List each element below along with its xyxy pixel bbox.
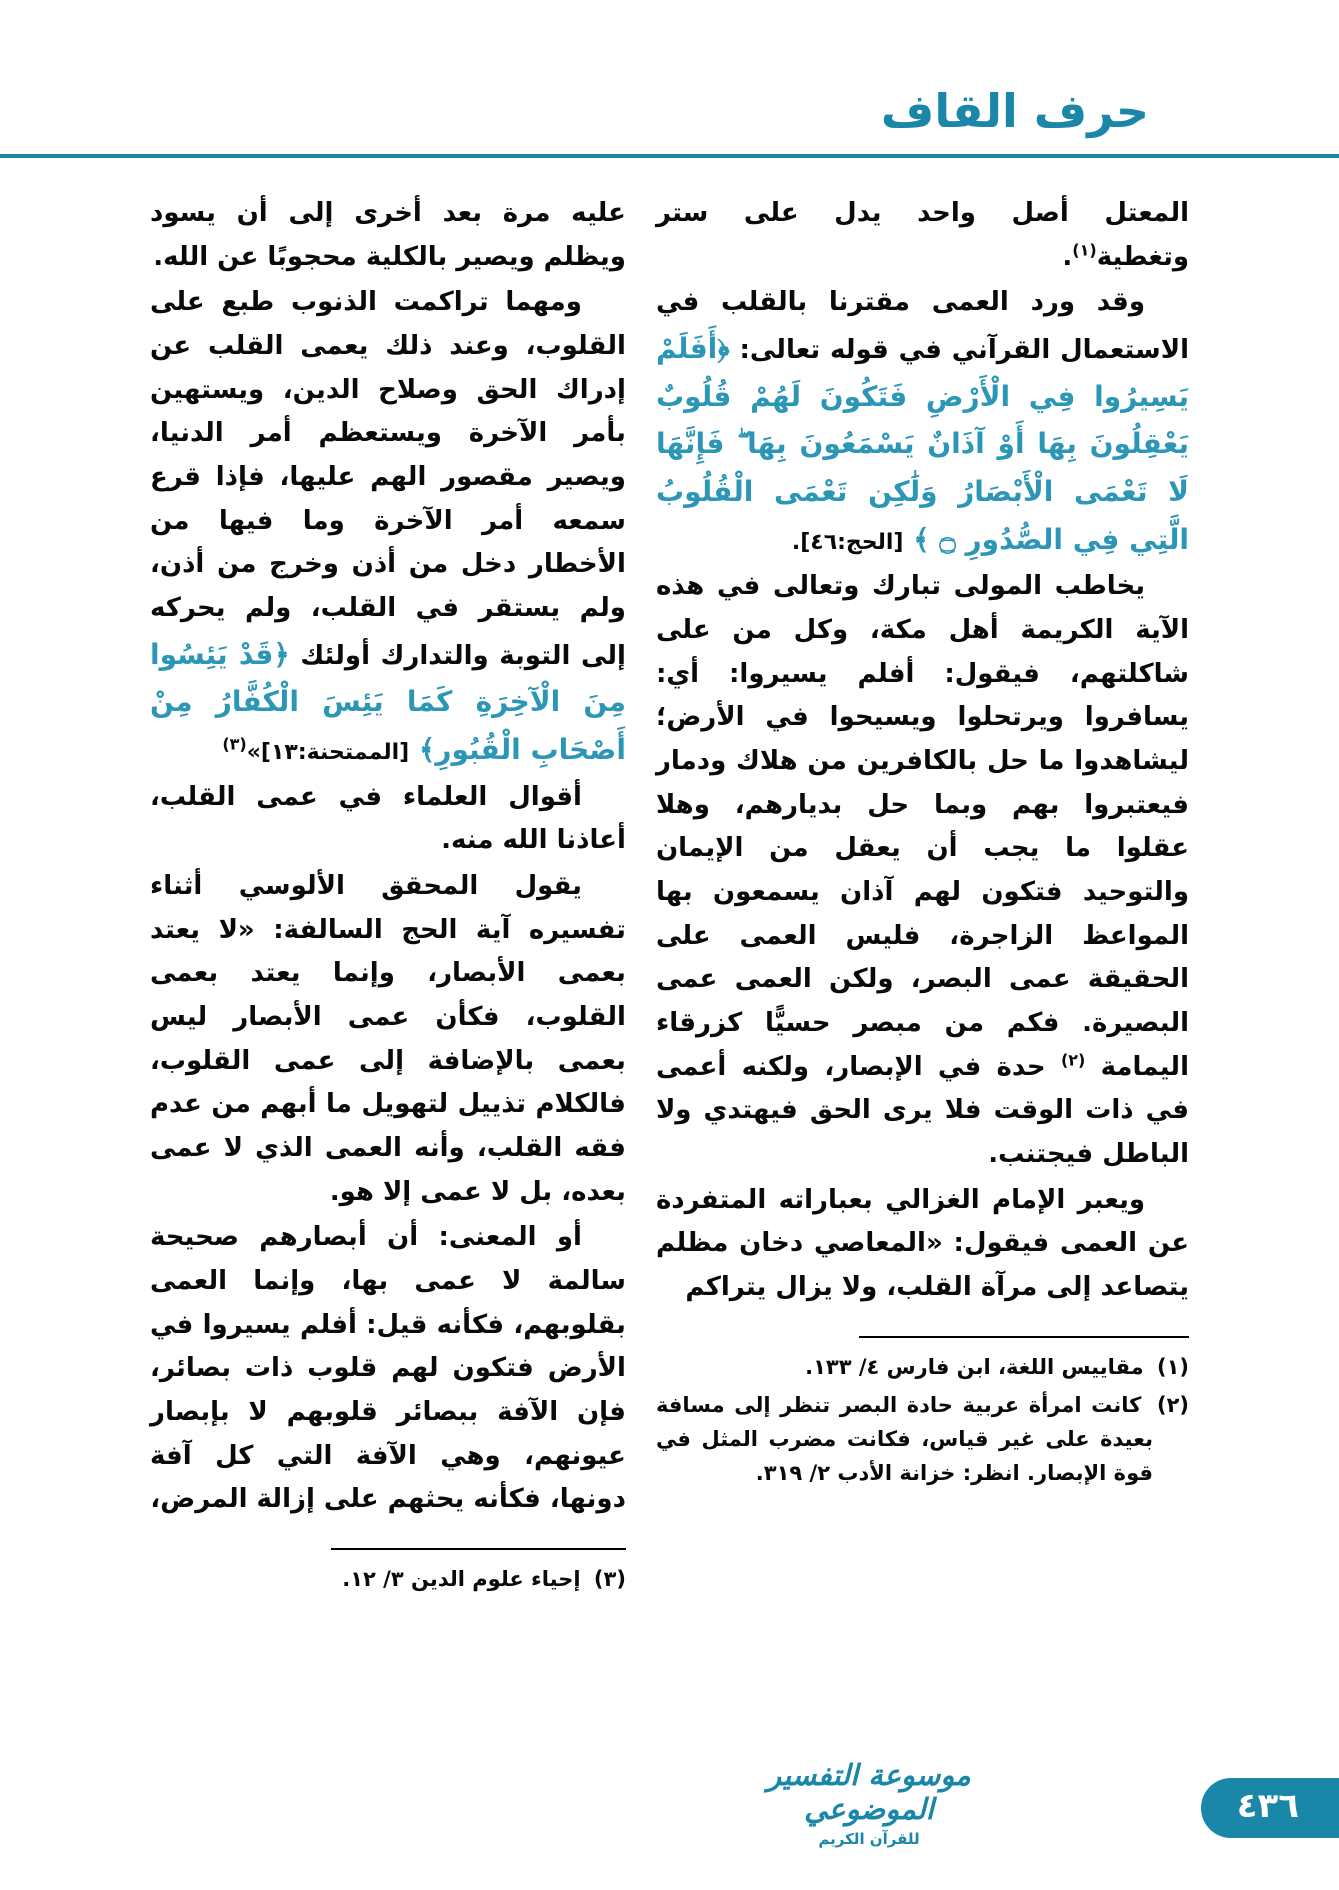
- right-footnotes: [656, 1336, 1189, 1490]
- verse-reference: [الحج:٤٦].: [791, 529, 904, 555]
- paragraph: [150, 865, 626, 1214]
- text-run: يخاطب المولى تبارك وتعالى في هذه الآية الكريمة أهل مكة، وكل من على شاكلتهم، فيقول: أفلم يسيروا: أي: يسافروا ويرتحلوا ويسيحوا في الأرض؛ ليشاهدوا ما حل بالكافرين من هلاك ودمار فيعتبروا بهم وبما حل بديارهم، وهلا عقلوا ما يجب أن يعقل من الإيمان والتوحيد فتكون لهم آذان يسمعون بها المواعظ الزاجرة، فليس العمى على الحقيقة عمى البصر، ولكن العمى عمى البصيرة. فكم من مبصر حسيًّا كزرقاء اليمامة: [655, 571, 1189, 1082]
- paragraph: [656, 565, 1189, 1176]
- text-run: أو المعنى: أن أبصارهم صحيحة سالمة لا عمى بها، وإنما العمى بقلوبهم، فكأنه قيل: أفلم يسيروا في الأرض فتكون لهم قلوب ذات بصائر، فإن الآفة ببصائر قلوبهم لا بإبصار عيونهم، وهي الآفة التي كل آفة دونها، فكأنه يحثهم على إزالة المرض،: [150, 1222, 626, 1515]
- text-run: عليه مرة بعد أخرى إلى أن يسود ويظلم ويصير بالكلية محجوبًا عن الله.: [150, 198, 626, 272]
- paragraph: [656, 281, 1189, 563]
- paragraph: [656, 1179, 1189, 1310]
- publisher-logo-title: موسوعة التفسير الموضوعي: [767, 1758, 971, 1826]
- publisher-logo: [719, 1759, 1019, 1848]
- verse-reference: [الممتحنة:١٣]»: [246, 740, 410, 766]
- footnote-number: (١): [1156, 1354, 1189, 1379]
- left-column: [150, 192, 626, 1600]
- text-run: ومهما تراكمت الذنوب طبع على القلوب، وعند ذلك يعمى القلب عن إدراك الحق وصلاح الدين، ويستهين بأمر الآخرة ويستعظم أمر الدنيا، ويصير مقصور الهم عليها، فإذا قرع سمعه أمر الآخرة وما فيها من الأخطار دخل من أذن وخرج من أذن، ولم يستقر في القلب، ولم يحركه إلى التوبة والتدارك أولئك: [150, 287, 626, 671]
- right-column: [656, 192, 1189, 1600]
- left-footnote-list: [150, 1562, 626, 1596]
- chapter-title: حرف القاف: [880, 84, 1149, 138]
- footnote-divider: [859, 1336, 1189, 1338]
- right-footnote-list: [656, 1350, 1189, 1490]
- page-number-badge: [1201, 1778, 1339, 1838]
- left-column-text: [150, 192, 626, 1522]
- quran-verse: ﴿أَفَلَمْ يَسِيرُوا فِي الْأَرْضِ فَتَكُونَ لَهُمْ قُلُوبٌ يَعْقِلُونَ بِهَا أَوْ آذَانٌ يَسْمَعُونَ بِهَا ۖ فَإِنَّهَا لَا تَعْمَى الْأَبْصَارُ وَلَٰكِن تَعْمَى الْقُلُوبُ الَّتِي فِي الصُّدُورِ ۝ ﴾: [655, 332, 1189, 556]
- publisher-logo-subtitle: للقرآن الكريم: [818, 1830, 920, 1848]
- text-run: وقد ورد العمى مقترنا بالقلب في الاستعمال القرآني في قوله تعالى:: [655, 287, 1189, 366]
- footnote-text: كانت امرأة عربية حادة البصر تنظر إلى مسافة بعيدة على غير قياس، فكانت مضرب المثل في قوة الإبصار. انظر: خزانة الأدب ٢/ ٣١٩.: [655, 1392, 1153, 1485]
- footnote-marker: (٣): [222, 734, 247, 754]
- page-header: [0, 0, 1339, 158]
- text-run: يقول المحقق الألوسي أثناء تفسيره آية الحج السالفة: «لا يعتد بعمى الأبصار، وإنما يعتد بعمى القلوب، فكأن عمى الأبصار ليس بعمى بالإضافة إلى عمى القلوب، فالكلام تذييل لتهويل ما أبهم من عدم فقه القلب، وأنه العمى الذي لا عمى بعده، بل لا عمى إلا هو.: [150, 871, 626, 1207]
- page-number: ٤٣٦: [1236, 1786, 1299, 1826]
- page-content: [0, 158, 1339, 1600]
- footnote-number: (٢): [1156, 1392, 1189, 1417]
- footnote-text: مقاييس اللغة، ابن فارس ٤/ ١٣٣.: [805, 1354, 1151, 1379]
- footnote-number: (٣): [593, 1567, 626, 1592]
- paragraph: [150, 281, 626, 773]
- left-footnotes: [150, 1548, 626, 1596]
- footnote-marker: (٢): [1060, 1050, 1086, 1070]
- paragraph: [150, 776, 626, 863]
- paragraph: [150, 192, 626, 279]
- text-run: .: [1062, 241, 1073, 272]
- footnote-item: [656, 1388, 1189, 1490]
- footnote-item: [150, 1562, 626, 1596]
- footnote-marker: (١): [1072, 240, 1097, 260]
- paragraph: [656, 192, 1189, 279]
- paragraph: [150, 1216, 626, 1522]
- right-column-text: [656, 192, 1189, 1310]
- text-run: أقوال العلماء في عمى القلب، أعاذنا الله منه.: [150, 781, 626, 856]
- text-run: المعتل أصل واحد يدل على ستر وتغطية: [655, 198, 1189, 272]
- quran-verse: ﴿قَدْ يَئِسُوا مِنَ الْآخِرَةِ كَمَا يَئِسَ الْكُفَّارُ مِنْ أَصْحَابِ الْقُبُورِ﴾: [150, 637, 626, 767]
- footnote-item: [656, 1350, 1189, 1384]
- footnote-divider: [331, 1548, 626, 1550]
- text-run: حدة في الإبصار، ولكنه أعمى في ذات الوقت فلا يرى الحق فيهتدي ولا الباطل فيجتنب.: [655, 1051, 1189, 1170]
- footnote-text: إحياء علوم الدين ٣/ ١٢.: [342, 1567, 588, 1592]
- text-run: ويعبر الإمام الغزالي بعباراته المتفردة عن العمى فيقول: «المعاصي دخان مظلم يتصاعد إلى مرآة القلب، ولا يزال يتراكم: [655, 1184, 1189, 1303]
